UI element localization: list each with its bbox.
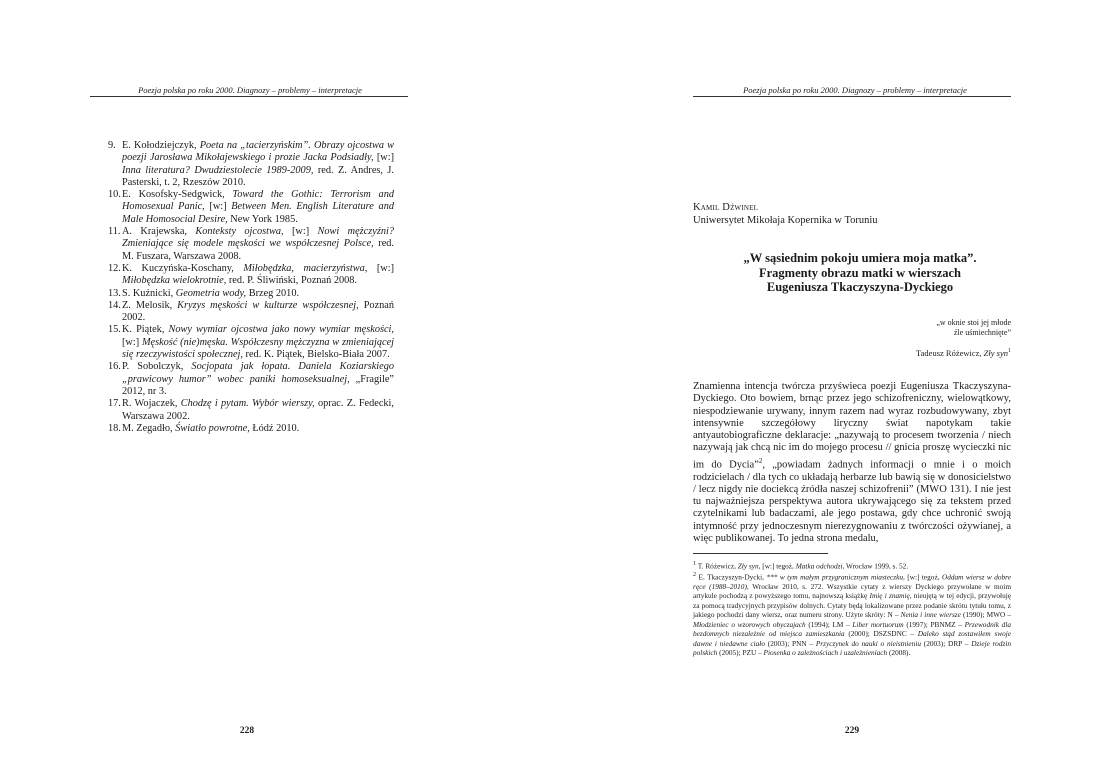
footnotes: [693, 560, 1011, 658]
bibliography-number: 16.: [108, 361, 121, 373]
bibliography-title: Chodzę i pytam. Wybór wierszy,: [180, 398, 315, 410]
bibliography-text: red. K. Piątek, Bielsko-Biała 2007.: [242, 349, 390, 361]
bibliography-author: E. Kosofsky-Sedgwick,: [122, 189, 233, 201]
bibliography-title: Światło powrotne,: [175, 422, 250, 434]
bibliography-item: [108, 140, 394, 189]
header-rule: [693, 96, 1011, 97]
footnote-title: Imię i znamię,: [869, 591, 912, 601]
bibliography-text: New York 1985.: [227, 213, 298, 225]
footnote-text: nieujętą w tej edycji, przywołuję za pomocą tradycyjnych przypisów dolnych. Cytaty będą lokalizowane przez podanie skrótu tytułu tomu, z jakiego pochodzi dany wiersz, oraz numeru strony. Użyte skróty: N –: [693, 591, 1011, 620]
bibliography-item: [108, 226, 394, 263]
bibliography-title: Toward the Gothic: Terrorism and Homosexual Panic,: [122, 189, 394, 213]
footnote-text: (2008).: [887, 648, 911, 658]
footnote-title: Oddam wiersz w dobre ręce (1988–2010),: [693, 572, 1011, 591]
bibliography-text: red. M. Fuszara, Warszawa 2008.: [122, 238, 394, 262]
footnote-title: Matka odchodzi,: [795, 561, 845, 571]
bibliography-item: [108, 288, 394, 300]
epigraph-line: źle uśmiechnięte”: [953, 328, 1011, 337]
footnote-ref: 2: [758, 456, 763, 465]
bibliography-title: Nowy wymiar ojcostwa jako nowy wymiar męskości,: [168, 324, 394, 336]
footnote-title: Młodzieniec o wzorowych obyczajach: [693, 619, 806, 629]
page-number: 229: [844, 726, 860, 736]
footnote-text: Wrocław 2010, s. 272. Wszystkie cytaty z wierszy Dyckiego przywołane w moim artykule pochodzą z powyższego tomu, najnowszą książkę: [693, 581, 1011, 601]
footnote-text: T. Różewicz,: [697, 561, 738, 571]
article-title-line: „W sąsiednim pokoju umiera moja matka”.: [743, 251, 977, 265]
bibliography-number: 13.: [108, 287, 121, 299]
header-rule: [90, 96, 408, 97]
bibliography-number: 9.: [108, 140, 116, 151]
bibliography-item: [108, 189, 394, 226]
footnote-text: (2003); PNN –: [764, 638, 816, 648]
footnote-title: *** w tym małym przygranicznym miasteczku,: [766, 572, 905, 582]
footnote-text: (2005); PZU –: [717, 648, 764, 658]
bibliography-item: [108, 361, 394, 398]
body-text: Znamienna intencja twórcza przyświeca poezji Eugeniusza Tkaczyszyna-Dyckiego. Oto bowiem, brnąc przez jego schizofreniczny, wielowątkowy, niespodziewanie urywany, innym razem nad wyraz rozbudowywany, zbyt intensywnie szczegółowy liryczny świat napotykam takie antyautobiograficzne deklaracje: „nazywają to procesem tworzenia / niech nazywają jak chcą nic im do mojego procesu // gnicia proszę wycieczki nic im do Dycia”: [693, 381, 1011, 471]
footnote-title: Zły syn,: [737, 561, 761, 571]
footnote-title: Piosenka o zależnościach i uzależnieniach: [763, 648, 888, 658]
bibliography-number: 17.: [108, 398, 121, 410]
footnote: [693, 560, 1011, 571]
bibliography-number: 18.: [108, 422, 121, 434]
bibliography-title: Męskość (nie)męska. Współczesny mężczyzna w zmieniającej się rzeczywistości społecznej,: [122, 336, 394, 361]
footnote-text: (1997); PBNMZ –: [903, 619, 965, 629]
footnote-title: Daleko stąd zostawiłem swoje dawne i niedawne ciało: [693, 629, 1011, 648]
article-title-line: Eugeniusza Tkaczyszyna-Dyckiego: [766, 280, 954, 294]
bibliography-list: [108, 140, 394, 435]
bibliography-author: E. Kołodziejczyk,: [122, 140, 200, 151]
bibliography-author: P. Sobolczyk,: [122, 361, 192, 373]
running-header: Poezja polska po roku 2000. Diagnozy – problemy – interpretacje: [743, 85, 967, 95]
footnote-title: Przyczynek do nauki o nieistnieniu: [815, 638, 921, 648]
bibliography-title: Miłobędzka wielokrotnie,: [122, 275, 227, 287]
bibliography-title: Nowi mężczyźni? Zmieniające się modele męskości we współczesnej Polsce,: [122, 226, 394, 250]
author-block: [693, 201, 1013, 227]
running-header: Poezja polska po roku 2000. Diagnozy – problemy – interpretacje: [138, 85, 362, 95]
footnote: [693, 571, 1011, 658]
footnote-text: Wrocław 1999, s. 52.: [844, 561, 909, 571]
bibliography-author: S. Kuźnicki,: [122, 287, 176, 299]
bibliography-text: [w:]: [122, 336, 142, 348]
footnote-title: Liber mortuorum: [852, 619, 904, 629]
epigraph-work: Zły syn: [983, 348, 1008, 358]
body-text: , „powiadam żadnych informacji o mnie i o moich rodzicielach / dla tych co układają herbarze lub bawią się w donosicielstwo / lecz nigdy nie dociekcą źródła naszej schizofrenii” (MWO 131). I nie jest tu najważniejsza perspektywa autora ukrywającego się za tekstem przed czytelnikami lub badaczami, ale jego postawa, gdy chce uchronić swoją intymność przy jednoczesnym nierezygnowaniu z twórczości ożywianej, a więc publikowanej. To jedna strona medalu,: [693, 459, 1011, 545]
footnote-number: 2: [693, 571, 697, 578]
epigraph-author: Tadeusz Różewicz,: [916, 348, 984, 358]
bibliography-text: oprac. Z. Fedecki, Warszawa 2002.: [122, 398, 394, 422]
bibliography-title: Inna literatura? Dwudziestolecie 1989-2009,: [122, 164, 314, 176]
page-number: 228: [239, 726, 255, 736]
footnote-text: (2000); DSZSDNC –: [844, 629, 918, 639]
bibliography-text: „Fragile” 2012, nr 3.: [122, 373, 394, 397]
article-title-line: Fragmenty obrazu matki w wierszach: [758, 265, 962, 280]
bibliography-number: 12.: [108, 262, 121, 274]
footnote-rule: [693, 553, 828, 554]
epigraph-line: „w oknie stoi jej młode: [936, 318, 1011, 327]
footnote-text: [w:] tegoż,: [760, 561, 796, 571]
footnote-title: Dzieje rodzin polskich: [693, 638, 1011, 658]
author-name: Kamil Dźwinel: [693, 202, 759, 213]
right-page: [550, 0, 1100, 778]
bibliography-author: A. Krajewska,: [122, 226, 196, 238]
footnote-title: Nenia i inne wiersze: [900, 610, 961, 620]
footnote-text: (1990); MWO –: [960, 610, 1011, 620]
footnote-number: 1: [693, 561, 697, 567]
bibliography-number: 10.: [108, 189, 121, 201]
body-paragraph: [693, 381, 1011, 545]
epigraph-source: [850, 348, 1011, 358]
bibliography-author: R. Wojaczek,: [122, 398, 181, 410]
bibliography-title: Socjopata jak łopata. Daniela Koziarskiego „prawicowy humor” wobec paniki homoseksualnej,: [122, 361, 395, 385]
bibliography-item: [108, 300, 394, 325]
bibliography-text: red. P. Śliwiński, Poznań 2008.: [226, 275, 357, 287]
bibliography-text: Łódź 2010.: [249, 422, 300, 434]
footnote-text: (2003); DRP –: [921, 638, 972, 648]
author-affiliation: Uniwersytet Mikołaja Kopernika w Toruniu: [693, 215, 878, 226]
bibliography-number: 11.: [108, 226, 121, 238]
bibliography-title: Geometria wody,: [175, 287, 247, 299]
bibliography-title: Poeta na „tacierzyńskim”. Obrazy ojcostwa w poezji Jarosława Mikołajewskiego i prozie Jacka Podsiadły,: [122, 140, 394, 164]
footnote-text: (1994); LM –: [805, 619, 853, 629]
bibliography-item: [108, 324, 394, 361]
footnote-title: Przewodnik dla bezdomnych niezależnie od miejsca zamieszkania: [693, 619, 1011, 639]
bibliography-text: Brzeg 2010.: [246, 287, 300, 299]
bibliography-title: Miłobędzka, macierzyństwa,: [243, 262, 368, 274]
bibliography-author: K. Piątek,: [122, 324, 169, 336]
bibliography-text: red. Z. Andres, J. Pasterski, t. 2, Rzeszów 2010.: [122, 164, 394, 188]
bibliography-text: Poznań 2002.: [122, 299, 395, 324]
bibliography-number: 14.: [108, 299, 121, 311]
bibliography-text: [w:]: [367, 262, 394, 274]
bibliography-item: [108, 423, 394, 435]
bibliography-author: Z. Melosik,: [122, 299, 178, 311]
bibliography-number: 15.: [108, 324, 121, 336]
bibliography-title: Kryzys męskości w kulturze współczesnej,: [177, 299, 359, 311]
bibliography-title: Konteksty ojcostwa,: [195, 226, 284, 238]
bibliography-item: [108, 398, 394, 423]
footnote-ref: 1: [1008, 348, 1011, 355]
bibliography-text: [w:]: [373, 152, 394, 164]
epigraph: [850, 318, 1011, 338]
bibliography-text: [w:]: [283, 226, 318, 238]
footnote-text: [w:] tegoż,: [904, 572, 942, 582]
bibliography-title: Between Men. English Literature and Male Homosocial Desire,: [122, 201, 394, 225]
bibliography-author: M. Zegadło,: [122, 422, 176, 434]
bibliography-text: [w:]: [204, 201, 232, 213]
footnote-text: E. Tkaczyszyn-Dycki,: [698, 572, 767, 582]
bibliography-item: [108, 263, 394, 288]
article-title: [710, 251, 1010, 295]
bibliography-author: K. Kuczyńska-Koschany,: [122, 262, 244, 274]
